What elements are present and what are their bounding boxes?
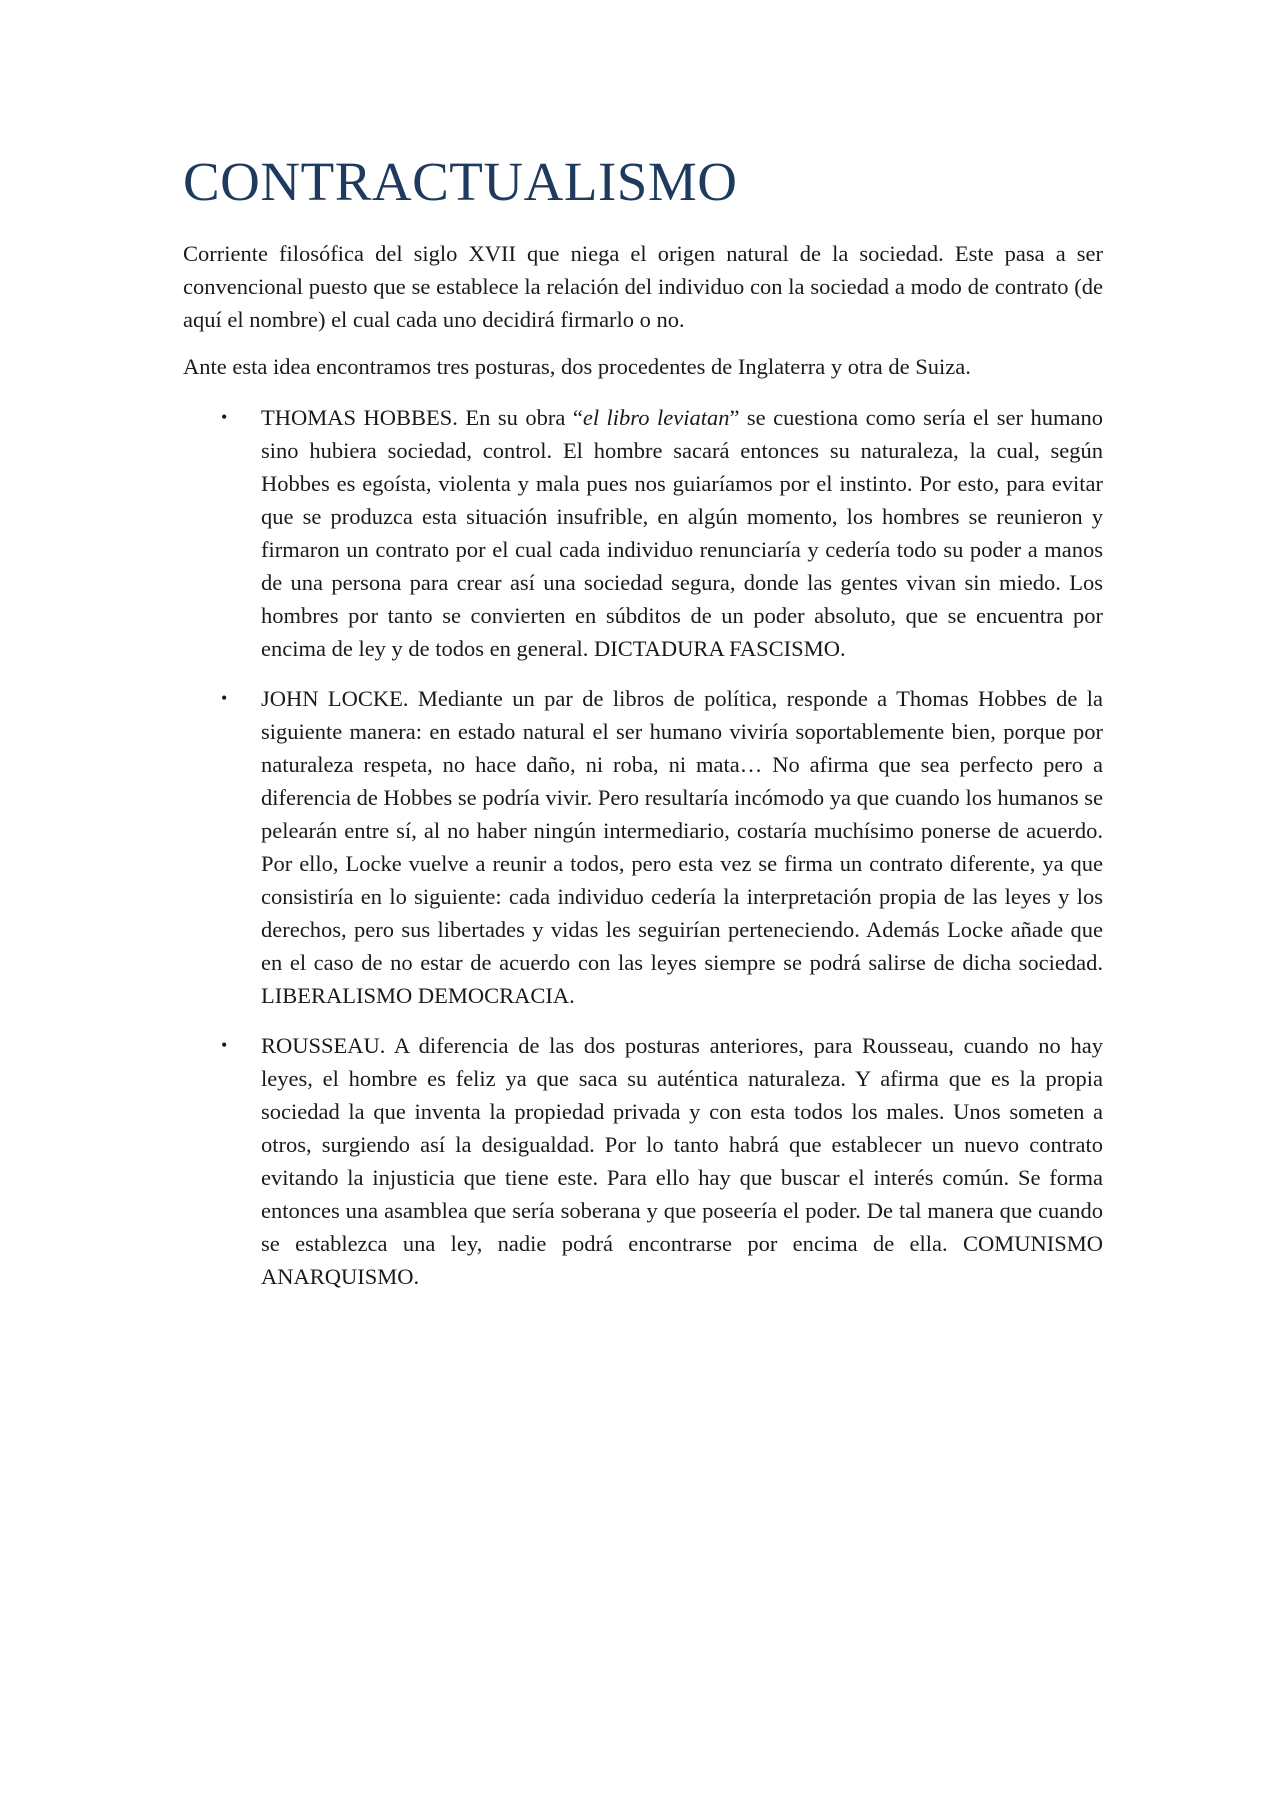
hobbes-text-lead: THOMAS HOBBES. En su obra “ — [261, 405, 583, 431]
bullet-icon: • — [221, 688, 228, 709]
list-item-hobbes — [183, 401, 1103, 665]
hobbes-text-rest: ” se cuestiona como sería el ser humano sino hubiera sociedad, control. El hombre sacará entonces su naturaleza, la cual, según Hobbes es egoísta, violenta y mala pues nos guiaríamos por el instinto. Por esto, para evitar que se produzca esta situación insufrible, en algún momento, los hombres se reunieron y firmaron un contrato por el cual cada individuo renunciaría y cedería todo su poder a manos de una persona para crear así una sociedad segura, donde las gentes vivan sin miedo. Los hombres por tanto se convierten en súbditos de un poder absoluto, que se encuentra por encima de ley y de todos en general. DICTADURA FASCISMO. — [261, 405, 1104, 662]
intro-paragraph: Corriente filosófica del siglo XVII que niega el origen natural de la sociedad. Este pasa a ser convencional puesto que se establece la relación del individuo con la sociedad a modo de contrato (de aquí el nombre) el cual cada uno decidirá firmarlo o no. — [183, 241, 1103, 333]
postures-list — [183, 401, 1103, 1293]
bullet-icon: • — [221, 1035, 228, 1056]
rousseau-text: ROUSSEAU. A diferencia de las dos posturas anteriores, para Rousseau, cuando no hay leyes, el hombre es feliz ya que saca su auténtica naturaleza. Y afirma que es la propia sociedad la que inventa la propiedad privada y con esta todos los males. Unos someten a otros, surgiendo así la desigualdad. Por lo tanto habrá que establecer un nuevo contrato evitando la injusticia que tiene este. Para ello hay que buscar el interés común. Se forma entonces una asamblea que sería soberana y que poseería el poder. De tal manera que cuando se establezca una ley, nadie podrá encontrarse por encima de ella. COMUNISMO ANARQUISMO. — [261, 1033, 1103, 1290]
list-item-locke — [183, 682, 1103, 1012]
list-item-rousseau — [183, 1029, 1103, 1293]
postures-paragraph: Ante esta idea encontramos tres posturas, dos procedentes de Inglaterra y otra de Suiza. — [183, 354, 971, 380]
locke-text: JOHN LOCKE. Mediante un par de libros de política, responde a Thomas Hobbes de la siguiente manera: en estado natural el ser humano viviría soportablemente bien, porque por naturaleza respeta, no hace daño, ni roba, ni mata… No afirma que sea perfecto pero a diferencia de Hobbes se podría vivir. Pero resultaría incómodo ya que cuando los humanos se pelearán entre sí, al no haber ningún intermediario, costaría muchísimo ponerse de acuerdo. Por ello, Locke vuelve a reunir a todos, pero esta vez se firma un contrato diferente, ya que consistiría en lo siguiente: cada individuo cedería la interpretación propia de las leyes y los derechos, pero sus libertades y vidas les seguirían perteneciendo. Además Locke añade que en el caso de no estar de acuerdo con las leyes siempre se podrá salirse de dicha sociedad. LIBERALISMO DEMOCRACIA. — [261, 686, 1103, 1009]
document-body — [183, 150, 1103, 1310]
bullet-icon: • — [221, 407, 228, 428]
document-title: CONTRACTUALISMO — [183, 151, 738, 212]
hobbes-book-title: el libro leviatan — [582, 405, 730, 431]
